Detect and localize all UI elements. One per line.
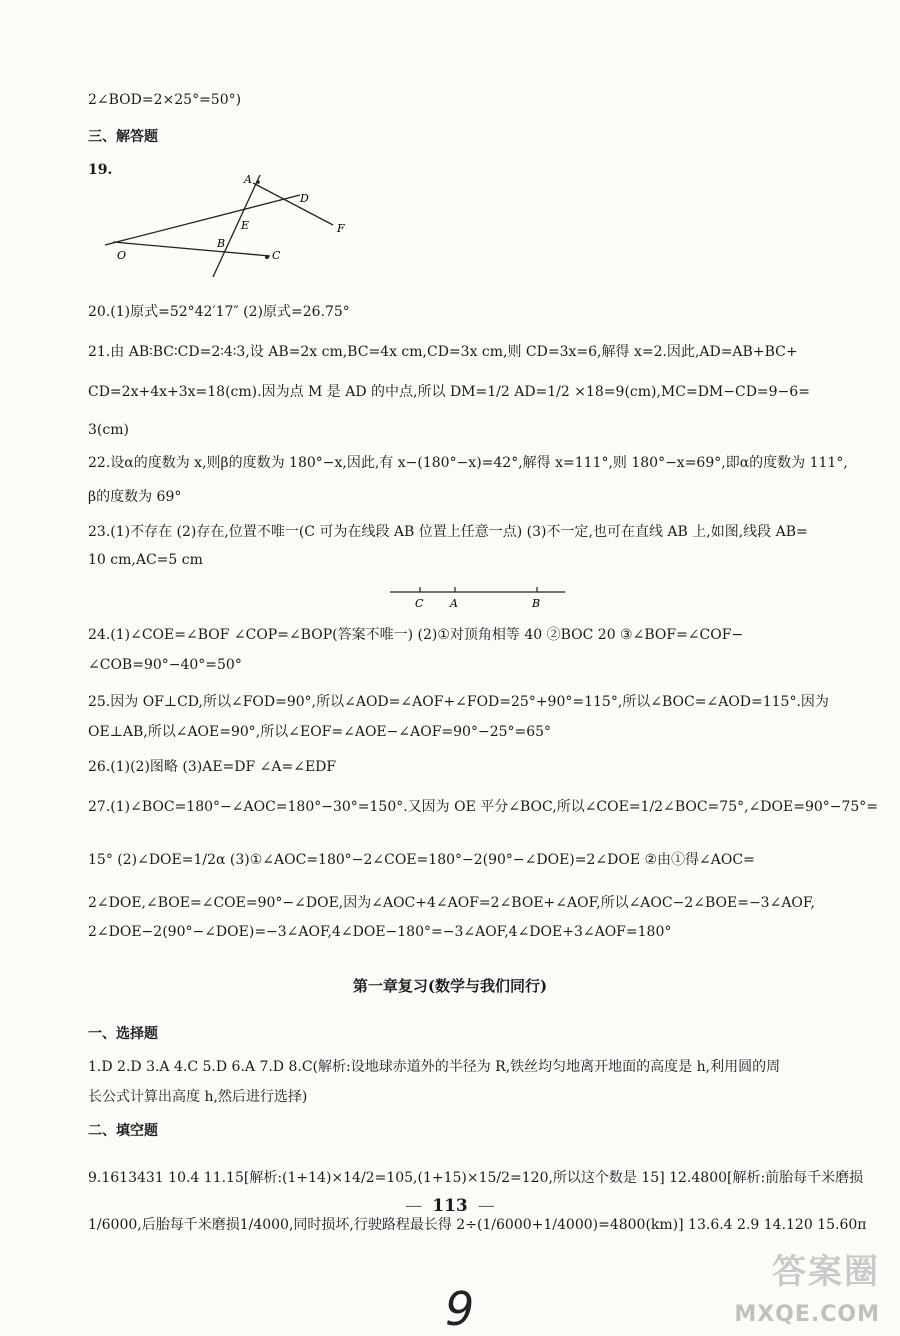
answer-22-line2: β的度数为 69° bbox=[88, 489, 182, 505]
answer-25-line2: OE⊥AB,所以∠AOE=90°,所以∠EOF=∠AOE−∠AOF=90°−25°=65° bbox=[88, 724, 552, 740]
section-heading-answers: 三、解答题 bbox=[88, 129, 158, 145]
line-oc bbox=[113, 242, 270, 256]
label-e: E bbox=[241, 219, 250, 232]
answer-27-line2: 15° (2)∠DOE=1/2α (3)①∠AOC=180°−2∠COE=180°−2(90°−∠DOE)=2∠DOE ②由①得∠AOC= bbox=[88, 852, 755, 868]
section-heading-choice: 一、选择题 bbox=[88, 1026, 158, 1042]
watermark-logo-url: MXQE.COM bbox=[734, 1302, 880, 1327]
section-heading-fill: 二、填空题 bbox=[88, 1123, 158, 1139]
page-number: — 113 — bbox=[405, 1196, 495, 1216]
answer-24-line1: 24.(1)∠COE=∠BOF ∠COP=∠BOP(答案不唯一) (2)①对顶角相等 40 ②BOC 20 ③∠BOF=∠COF− bbox=[88, 627, 744, 643]
line-od bbox=[105, 195, 300, 245]
answer-26: 26.(1)(2)图略 (3)AE=DF ∠A=∠EDF bbox=[88, 759, 337, 775]
answer-line-prev: 2∠BOD=2×25°=50°) bbox=[88, 92, 242, 108]
fill-answers-line2: 1/6000,后胎每千米磨损1/4000,同时损坏,行驶路程最长得 2÷(1/6000+1/4000)=4800(km)] 13.6.4 2.9 14.120 15.60π bbox=[88, 1217, 867, 1233]
handwritten-mark: 9 bbox=[445, 1282, 475, 1336]
answer-25-line1: 25.因为 OF⊥CD,所以∠FOD=90°,所以∠AOD=∠AOF+∠FOD=25°+90°=115°,所以∠BOC=∠AOD=115°.因为 bbox=[88, 694, 829, 710]
answer-27-line4: 2∠DOE−2(90°−∠DOE)=−3∠AOF,4∠DOE−180°=−3∠AOF,4∠DOE+3∠AOF=180° bbox=[88, 924, 672, 940]
label-a: A bbox=[450, 597, 458, 610]
answer-24-line2: ∠COB=90°−40°=50° bbox=[88, 657, 242, 673]
figure-q23 bbox=[385, 580, 570, 610]
answer-23-line1: 23.(1)不存在 (2)存在,位置不唯一(C 可为在线段 AB 位置上任意一点) (3)不一定,也可在直线 AB 上,如图,线段 AB= bbox=[88, 524, 808, 540]
label-b: B bbox=[217, 237, 226, 250]
label-c: C bbox=[272, 249, 281, 262]
watermark-logo-cn: 答案圈 bbox=[772, 1252, 880, 1292]
answer-22-line1: 22.设α的度数为 x,则β的度数为 180°−x,因此,有 x−(180°−x)=42°,解得 x=111°,则 180°−x=69°,即α的度数为 111°, bbox=[88, 455, 848, 471]
answer-21-line2: CD=2x+4x+3x=18(cm).因为点 M 是 AD 的中点,所以 DM=1/2 AD=1/2 ×18=9(cm),MC=DM−CD=9−6= bbox=[88, 384, 810, 400]
answer-21-line3: 3(cm) bbox=[88, 422, 129, 438]
choice-answers-line2: 长公式计算出高度 h,然后进行选择) bbox=[88, 1089, 308, 1105]
label-a: A bbox=[244, 173, 252, 186]
figure-q19 bbox=[95, 165, 365, 280]
answer-23-line2: 10 cm,AC=5 cm bbox=[88, 552, 203, 568]
label-b: B bbox=[532, 597, 541, 610]
answer-21-line1: 21.由 AB∶BC∶CD=2∶4∶3,设 AB=2x cm,BC=4x cm,CD=3x cm,则 CD=3x=6,解得 x=2.因此,AD=AB+BC+ bbox=[88, 344, 798, 360]
label-f: F bbox=[337, 222, 345, 235]
line-ab bbox=[213, 175, 260, 277]
answer-27-line3: 2∠DOE,∠BOE=∠COE=90°−∠DOE,因为∠AOC+4∠AOF=2∠BOE+∠AOF,所以∠AOC−2∠BOE=−3∠AOF, bbox=[88, 895, 815, 911]
answer-20: 20.(1)原式=52°42′17″ (2)原式=26.75° bbox=[88, 304, 350, 320]
label-c: C bbox=[415, 597, 424, 610]
choice-answers-line1: 1.D 2.D 3.A 4.C 5.D 6.A 7.D 8.C(解析:设地球赤道外的半径为 R,铁丝均匀地离开地面的高度是 h,利用圆的周 bbox=[88, 1059, 781, 1075]
chapter-review-title: 第一章复习(数学与我们同行) bbox=[352, 977, 548, 995]
label-d: D bbox=[300, 192, 309, 205]
answer-27-line1: 27.(1)∠BOC=180°−∠AOC=180°−30°=150°.又因为 OE 平分∠BOC,所以∠COE=1/2∠BOC=75°,∠DOE=90°−75°= bbox=[88, 799, 879, 815]
question-19-label: 19. bbox=[88, 162, 113, 178]
label-o: O bbox=[117, 249, 127, 262]
fill-answers-line1: 9.1613431 10.4 11.15[解析:(1+14)×14/2=105,(1+15)×15/2=120,所以这个数是 15] 12.4800[解析:前胎每千米磨损 bbox=[88, 1170, 864, 1186]
